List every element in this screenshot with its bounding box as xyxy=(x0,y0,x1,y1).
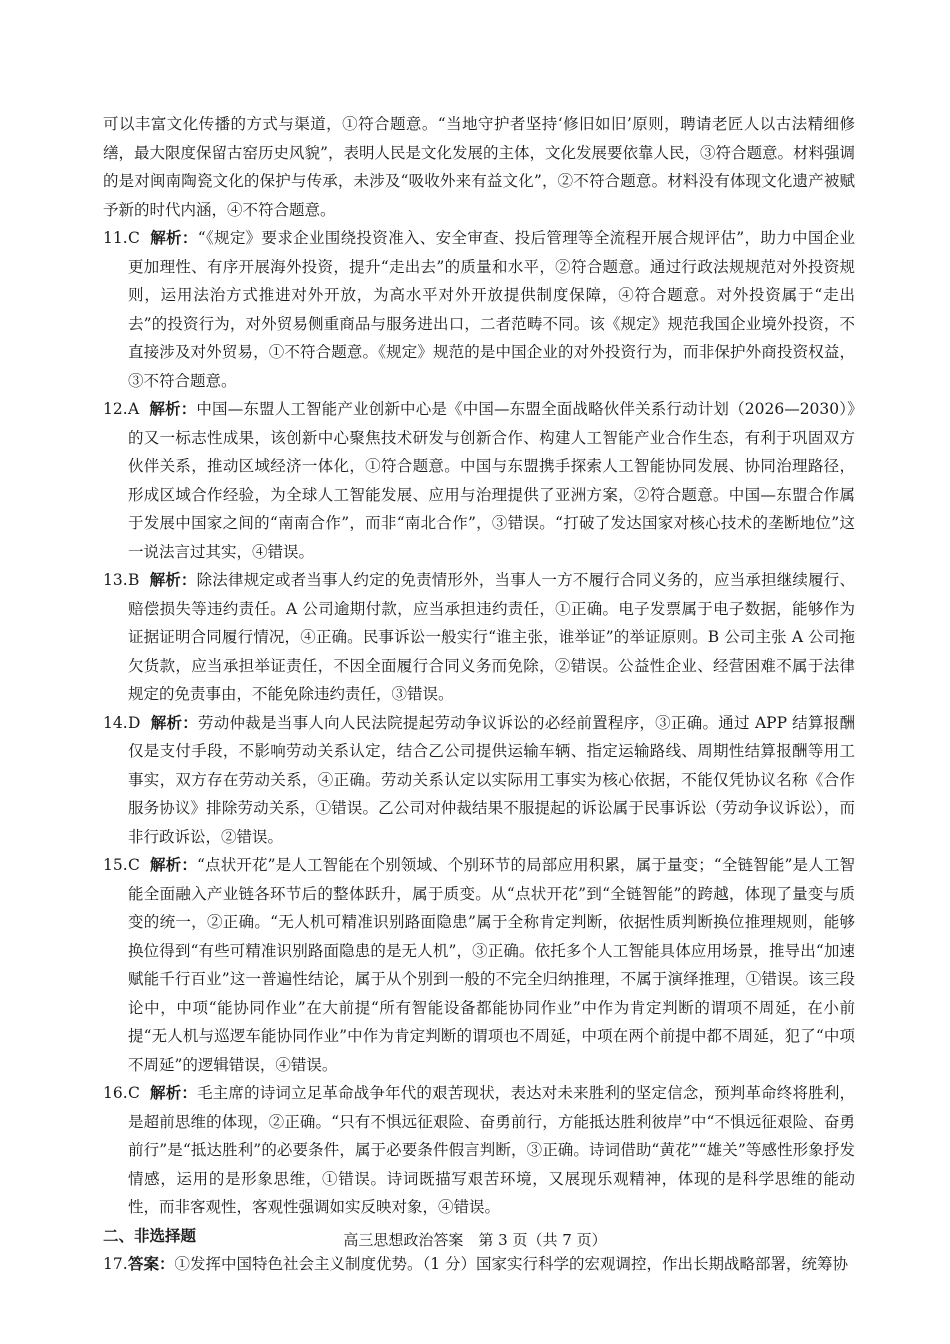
section-heading: 二、非选择题 xyxy=(103,1225,197,1245)
item-number: 14. xyxy=(103,713,128,732)
answer-item-17 xyxy=(103,1250,855,1279)
answer-content xyxy=(103,110,855,1279)
item-answer: B xyxy=(128,571,140,589)
item-label: 解析： xyxy=(150,712,198,732)
item-number: 11. xyxy=(103,229,128,247)
answer-item-12 xyxy=(103,395,855,566)
answer-item-14 xyxy=(103,709,855,852)
item-label: 解析： xyxy=(149,399,197,418)
item-answer: D xyxy=(128,713,141,732)
item-number: 12. xyxy=(103,400,128,418)
answer-item-16 xyxy=(103,1079,855,1222)
item-number: 17. xyxy=(103,1255,128,1273)
answer-item-13 xyxy=(103,566,855,709)
item-text: 劳动仲裁是当事人向人民法院提起劳动争议诉讼的必经前置程序，③正确。通过 APP 结算报酬仅是支付手段，不影响劳动关系认定，结合乙公司提供运输车辆、指定运输路线、周期性结算报酬等用工事实，双方存在劳动关系，④正确。劳动关系认定以实际用工事实为核心依据，不能仅凭协议名称《合作服务协议》排除劳动关系，①错误。乙公司对仲裁结果不服提起的诉讼属于民事诉讼（劳动争议诉讼），而非行政诉讼，②错误。 xyxy=(128,713,855,846)
item-answer: C xyxy=(128,1084,140,1102)
item-label: 解析： xyxy=(149,570,197,589)
item-label: 解析： xyxy=(149,855,197,874)
item-text: “点状开花”是人工智能在个别领域、个别环节的局部应用积累，属于量变；“全链智能”是人工智能全面融入产业链各环节后的整体跃升，属于质变。从“点状开花”到“全链智能”的跨越，体现了量变与质变的统一，②正确。“无人机可精准识别路面隐患”属于全称肯定判断，依据性质判断换位推理规则，能够换位得到“有些可精准识别路面隐患的是无人机”，③正确。依托多个人工智能具体应用场景，推导出“加速赋能千行百业”这一普遍性结论，属于从个别到一般的不完全归纳推理，不属于演绎推理，①错误。该三段论中，中项“能协同作业”在大前提“所有智能设备都能协同作业”中作为肯定判断的谓项不周延，在小前提“无人机与巡逻车能协同作业”中作为肯定判断的谓项也不周延，中项在两个前提中都不周延，犯了“中项不周延”的逻辑错误，④错误。 xyxy=(128,856,855,1074)
item-answer: A xyxy=(128,400,140,418)
item-text: 中国—东盟人工智能产业创新中心是《中国—东盟全面战略伙伴关系行动计划（2026—2030）》的又一标志性成果，该创新中心聚焦技术研发与创新合作、构建人工智能产业合作生态，有利于巩固双方伙伴关系，推动区域经济一体化，①符合题意。中国与东盟携手探索人工智能协同发展、协同治理路径，形成区域合作经验，为全球人工智能发展、应用与治理提供了亚洲方案，②符合题意。中国—东盟合作属于发展中国家之间的“南南合作”，而非“南北合作”，③错误。“打破了发达国家对核心技术的垄断地位”这一说法言过其实，④错误。 xyxy=(128,400,855,561)
item-text: ①发挥中国特色社会主义制度优势。（1 分）国家实行科学的宏观调控，作出长期战略部署，统筹协 xyxy=(174,1255,849,1273)
item-number: 15. xyxy=(103,856,128,874)
item-number: 16. xyxy=(103,1084,128,1102)
item-label: 解析： xyxy=(149,1083,198,1102)
item-text: 除法律规定或者当事人约定的免责情形外，当事人一方不履行合同义务的，应当承担继续履行、赔偿损失等违约责任。A 公司逾期付款，应当承担违约责任，①正确。电子发票属于电子数据，能够作为证据证明合同履行情况，④正确。民事诉讼一般实行“谁主张，谁举证”的举证原则。B 公司主张 A 公司拖欠货款，应当承担举证责任，不因全面履行合同义务而免除，②错误。公益性企业、经营困难不属于法律规定的免责事由，不能免除违约责任，③错误。 xyxy=(128,571,855,703)
item-text: “《规定》要求企业围绕投资准入、安全审查、投后管理等全流程开展合规评估”，助力中国企业更加理性、有序开展海外投资，提升“走出去”的质量和水平，②符合题意。通过行政法规规范对外投资规则，运用法治方式推进对外开放，为高水平对外开放提供制度保障，④符合题意。对外投资属于“走出去”的投资行为，对外贸易侧重商品与服务进出口，二者范畴不同。该《规定》规范我国企业境外投资，不直接涉及对外贸易，①不符合题意。《规定》规范的是中国企业的对外投资行为，而非保护外商投资权益，③不符合题意。 xyxy=(128,229,855,390)
item-label: 解析： xyxy=(149,228,198,247)
item-number: 13. xyxy=(103,571,128,589)
answer-item-15 xyxy=(103,851,855,1079)
intro-paragraph: 可以丰富文化传播的方式与渠道，①符合题意。“当地守护者坚持‘修旧如旧’原则，聘请老匠人以古法精细修缮，最大限度保留古窑历史风貌”，表明人民是文化发展的主体，文化发展要依靠人民，③符合题意。材料强调的是对闽南陶瓷文化的保护与传承，未涉及“吸收外来有益文化”，②不符合题意。材料没有体现文化遗产被赋予新的时代内涵，④不符合题意。 xyxy=(103,115,855,219)
item-answer: C xyxy=(128,229,140,247)
page-footer: 高三思想政治答案 第 3 页（共 7 页） xyxy=(343,1231,607,1249)
item-label: 答案： xyxy=(128,1254,175,1273)
item-text: 毛主席的诗词立足革命战争年代的艰苦现状，表达对未来胜利的坚定信念，预判革命终将胜利，是超前思维的体现，②正确。“只有不惧远征艰险、奋勇前行，方能抵达胜利彼岸”中“不惧远征艰险、奋勇前行”是“抵达胜利”的必要条件，属于必要条件假言判断，③正确。诗词借助“黄花”“雄关”等感性形象抒发情感，运用的是形象思维，①错误。诗词既描写艰苦环境，又展现乐观精神，体现的是科学思维的能动性，而非客观性，客观性强调如实反映对象，④错误。 xyxy=(128,1084,855,1216)
answer-item-11 xyxy=(103,224,855,395)
item-answer: C xyxy=(128,856,140,874)
